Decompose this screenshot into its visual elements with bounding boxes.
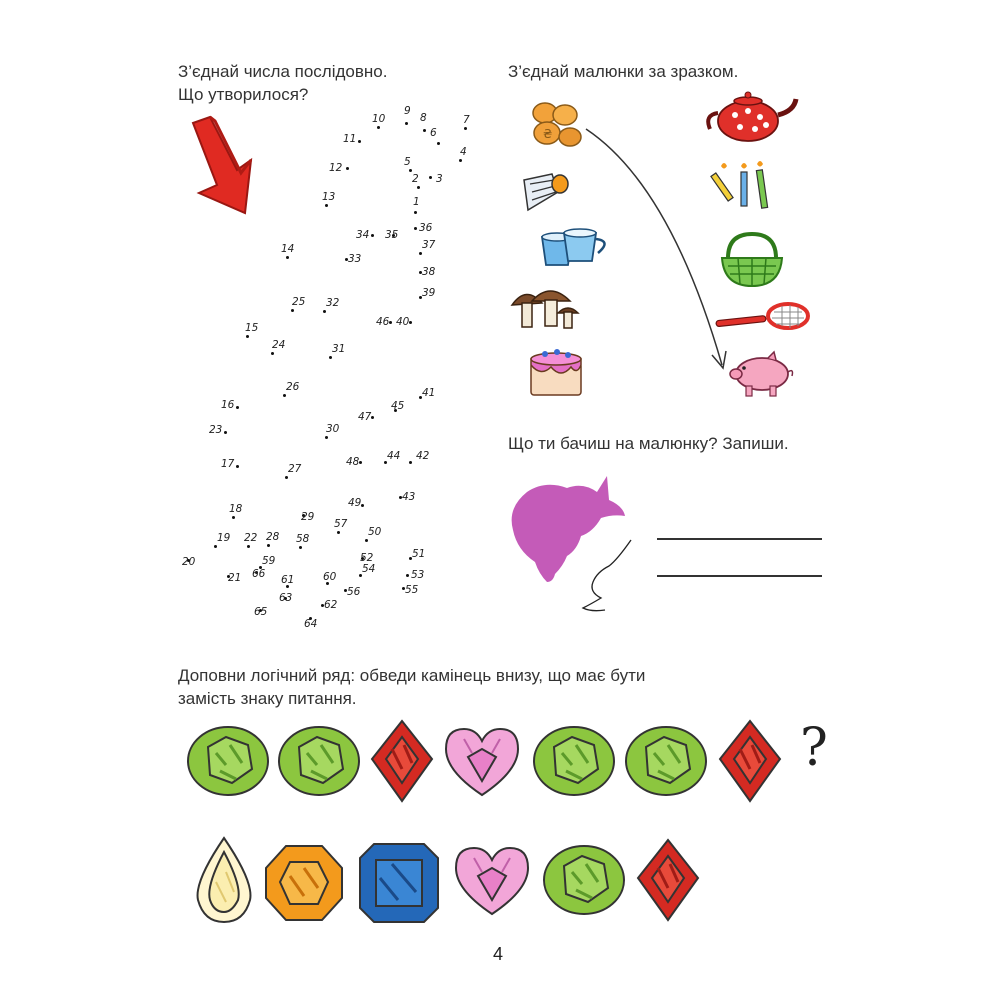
answer-line-1[interactable] (657, 538, 822, 540)
row-gem-green-oval-icon (186, 723, 270, 799)
dot-label-43: 43 (402, 491, 416, 503)
page-number: 4 (493, 944, 504, 964)
dot-label-53: 53 (411, 569, 425, 581)
dot-label-36: 36 (419, 222, 433, 234)
dot-26[interactable] (283, 394, 286, 397)
option-gem-orange-octagon-icon[interactable] (264, 842, 344, 924)
dot-15[interactable] (246, 335, 249, 338)
dot-label-29: 29 (301, 511, 315, 523)
dot-label-2: 2 (412, 173, 419, 185)
dot-label-45: 45 (391, 400, 405, 412)
option-gem-yellow-drop-icon[interactable] (192, 836, 256, 924)
dot-50[interactable] (365, 539, 368, 542)
connect-dots-line2: Що утворилося? (178, 85, 309, 104)
logic-row-title (178, 664, 645, 710)
row-gem-green-oval-icon (624, 723, 708, 799)
dot-label-47: 47 (358, 411, 372, 423)
dot-3[interactable] (429, 176, 432, 179)
dot-label-50: 50 (368, 526, 382, 538)
question-mark: ? (800, 718, 828, 778)
svg-text:₴: ₴ (543, 127, 553, 141)
dot-label-44: 44 (387, 450, 401, 462)
dot-31[interactable] (329, 356, 332, 359)
dot-label-19: 19 (217, 532, 231, 544)
dot-label-8: 8 (420, 112, 427, 124)
dot-label-16: 16 (221, 399, 235, 411)
dot-label-4: 4 (460, 146, 467, 158)
dot-40[interactable] (409, 321, 412, 324)
coins-icon[interactable] (525, 95, 585, 155)
dot-12[interactable] (346, 167, 349, 170)
dot-label-65: 65 (254, 606, 268, 618)
dot-label-40: 40 (396, 316, 410, 328)
dot-1[interactable] (414, 211, 417, 214)
dot-label-28: 28 (266, 531, 280, 543)
sample-connection-arrow (580, 125, 740, 375)
dot-17[interactable] (236, 465, 239, 468)
dot-32[interactable] (323, 310, 326, 313)
dot-37[interactable] (419, 252, 422, 255)
dot-label-32: 32 (326, 297, 340, 309)
dot-4[interactable] (459, 159, 462, 162)
dot-8[interactable] (423, 129, 426, 132)
dot-22[interactable] (247, 545, 250, 548)
dot-label-7: 7 (463, 114, 470, 126)
dot-label-64: 64 (304, 618, 318, 630)
dot-label-1: 1 (413, 196, 420, 208)
dot-label-57: 57 (334, 518, 348, 530)
dot-label-22: 22 (244, 532, 258, 544)
dot-label-55: 55 (405, 584, 419, 596)
dot-label-42: 42 (416, 450, 430, 462)
dot-label-51: 51 (412, 548, 426, 560)
dot-label-12: 12 (329, 162, 343, 174)
row-gem-red-diamond-icon (718, 719, 782, 803)
dot-label-6: 6 (430, 127, 437, 139)
dot-13[interactable] (325, 204, 328, 207)
row-gem-red-diamond-icon (370, 719, 434, 803)
what-do-you-see-title: Що ти бачиш на малюнку? Запиши. (508, 434, 789, 453)
dot-label-66: 66 (252, 568, 266, 580)
dot-24[interactable] (271, 352, 274, 355)
dot-11[interactable] (358, 140, 361, 143)
dot-9[interactable] (405, 122, 408, 125)
dot-27[interactable] (285, 476, 288, 479)
dot-label-60: 60 (323, 571, 337, 583)
match-pictures-title: З’єднай малюнки за зразком. (508, 62, 739, 81)
dot-label-48: 48 (346, 456, 360, 468)
dot-label-37: 37 (422, 239, 436, 251)
dot-42[interactable] (409, 461, 412, 464)
dot-46[interactable] (389, 321, 392, 324)
option-gem-red-diamond-icon[interactable] (636, 838, 700, 922)
dot-14[interactable] (286, 256, 289, 259)
row-gem-green-oval-icon (277, 723, 361, 799)
dot-label-9: 9 (404, 105, 411, 117)
dot-25[interactable] (291, 309, 294, 312)
dot-label-41: 41 (422, 387, 436, 399)
dot-label-24: 24 (272, 339, 286, 351)
dot-to-dot-puzzle (0, 0, 500, 640)
dot-label-10: 10 (372, 113, 386, 125)
dot-18[interactable] (232, 516, 235, 519)
dot-2[interactable] (417, 186, 420, 189)
dot-label-35: 35 (385, 229, 399, 241)
dot-label-33: 33 (348, 253, 362, 265)
dot-34[interactable] (371, 234, 374, 237)
dot-label-30: 30 (326, 423, 340, 435)
dot-label-39: 39 (422, 287, 436, 299)
dot-30[interactable] (325, 436, 328, 439)
dot-label-11: 11 (343, 133, 357, 145)
shuttlecock-icon[interactable] (520, 170, 570, 220)
dot-53[interactable] (406, 574, 409, 577)
dot-57[interactable] (337, 531, 340, 534)
mushrooms-icon[interactable] (508, 285, 583, 335)
row-gem-pink-heart-icon (442, 723, 522, 799)
logic-row-line2: замість знаку питання. (178, 689, 357, 708)
dot-23[interactable] (224, 431, 227, 434)
dot-5[interactable] (409, 169, 412, 172)
dot-label-27: 27 (288, 463, 302, 475)
dot-label-49: 49 (348, 497, 362, 509)
dot-47[interactable] (371, 416, 374, 419)
dot-label-18: 18 (229, 503, 243, 515)
dot-label-5: 5 (404, 156, 411, 168)
dot-10[interactable] (377, 126, 380, 129)
dot-label-26: 26 (286, 381, 300, 393)
dot-label-56: 56 (347, 586, 361, 598)
logic-row-line1: Доповни логічний ряд: обведи камінець внизу, що має бути (178, 666, 646, 685)
dot-label-15: 15 (245, 322, 259, 334)
dot-label-54: 54 (362, 563, 376, 575)
dot-7[interactable] (464, 127, 467, 130)
option-gem-green-oval-icon[interactable] (542, 842, 626, 918)
dot-label-63: 63 (279, 592, 293, 604)
option-gem-pink-heart-icon[interactable] (452, 842, 532, 918)
dot-label-38: 38 (422, 266, 436, 278)
dot-label-62: 62 (324, 599, 338, 611)
dot-58[interactable] (299, 546, 302, 549)
option-gem-blue-square-icon[interactable] (358, 842, 440, 924)
dot-label-59: 59 (262, 555, 276, 567)
row-gem-green-oval-icon (532, 723, 616, 799)
dot-label-17: 17 (221, 458, 235, 470)
dot-label-61: 61 (281, 574, 295, 586)
connect-dots-line1: З’єднай числа послідовно. (178, 62, 388, 81)
dot-label-58: 58 (296, 533, 310, 545)
dot-48[interactable] (359, 461, 362, 464)
dot-label-34: 34 (356, 229, 370, 241)
optical-illusion-picture (505, 470, 635, 625)
dot-6[interactable] (437, 142, 440, 145)
dot-label-3: 3 (436, 173, 443, 185)
dot-19[interactable] (214, 545, 217, 548)
dot-label-23: 23 (209, 424, 223, 436)
dot-28[interactable] (267, 544, 270, 547)
dot-label-14: 14 (281, 243, 295, 255)
answer-line-2[interactable] (657, 575, 822, 577)
cake-icon[interactable] (527, 345, 585, 400)
dot-label-13: 13 (322, 191, 336, 203)
dot-label-21: 21 (228, 572, 242, 584)
dot-49[interactable] (361, 504, 364, 507)
dot-label-52: 52 (360, 552, 374, 564)
dot-label-20: 20 (182, 556, 196, 568)
dot-16[interactable] (236, 406, 239, 409)
dot-label-46: 46 (376, 316, 390, 328)
dot-36[interactable] (414, 227, 417, 230)
dot-label-31: 31 (332, 343, 346, 355)
dot-label-25: 25 (292, 296, 306, 308)
